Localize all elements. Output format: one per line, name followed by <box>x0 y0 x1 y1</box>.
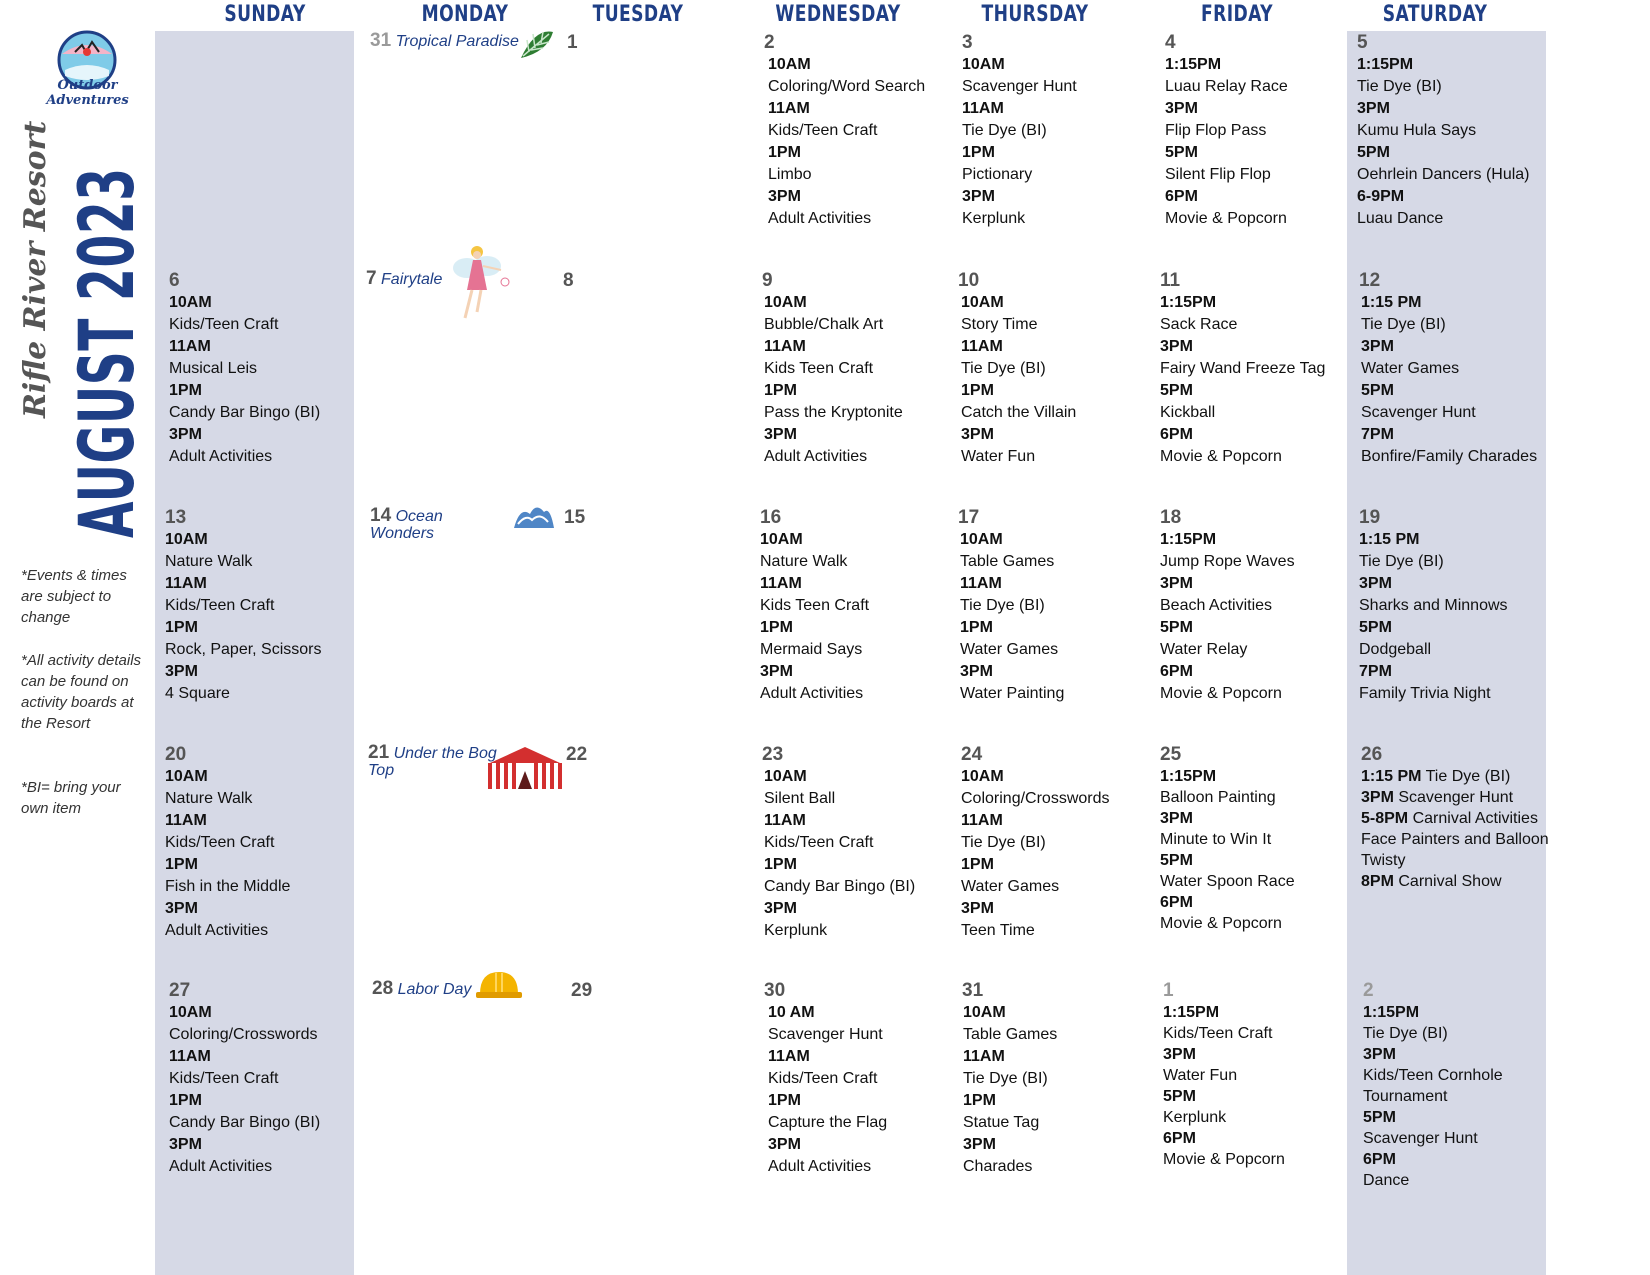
activity-name: Adult Activities <box>768 1158 872 1175</box>
day-number: 27 <box>169 980 191 1001</box>
activity-name: Water Games <box>960 641 1059 658</box>
activity-name: Tournament <box>1363 1088 1448 1105</box>
activity-name: Mermaid Says <box>760 641 863 658</box>
activity-name: Statue Tag <box>963 1114 1040 1131</box>
activity-time: 3PM <box>764 426 797 443</box>
activity-name: Oehrlein Dancers (Hula) <box>1357 166 1530 183</box>
activity-name: Minute to Win It <box>1160 831 1272 848</box>
activity-name: Catch the Villain <box>961 404 1077 421</box>
activity-name: Silent Ball <box>764 790 836 807</box>
activity-time: 1PM <box>961 856 994 873</box>
day-cell-aug-13 <box>165 507 322 705</box>
activity-name: Adult Activities <box>764 448 868 465</box>
day-number: 30 <box>764 980 786 1001</box>
activity-time: 10AM <box>961 294 1004 311</box>
theme-name: Fairytale <box>381 271 443 288</box>
theme-cell-monday-1 <box>370 32 520 50</box>
day-cell-aug-24 <box>961 744 1110 942</box>
activity-name: Tie Dye (BI) <box>961 360 1046 377</box>
day-name-monday: MONDAY <box>421 2 509 27</box>
activity-name: Kids Teen Craft <box>764 360 874 377</box>
day-number: 2 <box>764 32 775 53</box>
activity-time: 3PM <box>1361 789 1394 806</box>
resort-name: Rifle River Resort <box>18 120 53 418</box>
activity-name: Kids/Teen Craft <box>768 1070 878 1087</box>
day-cell-aug-27 <box>169 980 320 1178</box>
activity-name: Flip Flop Pass <box>1165 122 1267 139</box>
activity-name: Kids/Teen Craft <box>768 122 878 139</box>
activity-time: 1:15 PM <box>1359 531 1420 548</box>
day-name-wednesday: WEDNESDAY <box>775 2 901 27</box>
theme-day-number: 31 <box>370 30 392 51</box>
activity-time: 1:15 PM <box>1361 294 1422 311</box>
day-name-tuesday: TUESDAY <box>592 2 684 27</box>
activity-time: 1PM <box>962 144 995 161</box>
activity-name: Adult Activities <box>169 1158 273 1175</box>
activity-time: 3PM <box>1165 100 1198 117</box>
activity-time: 5PM <box>1160 852 1193 869</box>
activity-name: Charades <box>963 1158 1033 1175</box>
activity-name: Story Time <box>961 316 1038 333</box>
activity-name: Kerplunk <box>962 210 1026 227</box>
activity-name: Limbo <box>768 166 812 183</box>
circus-tent-icon <box>486 745 564 791</box>
activity-name: Coloring/Crosswords <box>169 1026 318 1043</box>
activity-time: 10AM <box>760 531 803 548</box>
activity-name: Scavenger Hunt <box>962 78 1077 95</box>
day-name-sunday: SUNDAY <box>224 2 306 27</box>
activity-time: 10AM <box>960 531 1003 548</box>
day-number: 13 <box>165 507 187 528</box>
activity-name: Nature Walk <box>760 553 848 570</box>
activity-name: Candy Bar Bingo (BI) <box>169 1114 321 1131</box>
day-number: 25 <box>1160 744 1182 765</box>
activity-time: 3PM <box>962 188 995 205</box>
month-title: AUGUST 2023 <box>62 167 151 538</box>
theme-cell-monday-4 <box>368 744 498 779</box>
activity-name: Kids/Teen Craft <box>764 834 874 851</box>
day-number: 6 <box>169 270 180 291</box>
activity-time: 1PM <box>760 619 793 636</box>
activity-name: Capture the Flag <box>768 1114 888 1131</box>
activity-time: 5PM <box>1361 382 1394 399</box>
activity-name: Kids Teen Craft <box>760 597 870 614</box>
activity-time: 3PM <box>768 188 801 205</box>
activity-name: Kids/Teen Cornhole <box>1363 1067 1503 1084</box>
theme-cell-monday-3 <box>370 507 510 542</box>
activity-time: 5PM <box>1160 619 1193 636</box>
activity-name: Dodgeball <box>1359 641 1432 658</box>
note-change: *Events & times are subject to change <box>21 567 127 626</box>
day-cell-aug-19 <box>1359 507 1508 705</box>
hard-hat-icon <box>474 968 524 1002</box>
activity-name: Jump Rope Waves <box>1160 553 1295 570</box>
activity-time: 10AM <box>165 768 208 785</box>
activity-time: 3PM <box>961 426 994 443</box>
day-cell-aug-9 <box>762 270 903 468</box>
activity-name: Dance <box>1363 1172 1410 1189</box>
activity-name: Water Games <box>1361 360 1460 377</box>
activity-time: 3PM <box>961 900 994 917</box>
activity-time: 6PM <box>1160 663 1193 680</box>
activity-name: Tie Dye (BI) <box>1361 316 1446 333</box>
activity-time: 10AM <box>962 56 1005 73</box>
activity-name: Tie Dye (BI) <box>963 1070 1048 1087</box>
activity-time: 1:15PM <box>1357 56 1414 73</box>
fairy-icon <box>445 240 515 322</box>
activity-name: Kids/Teen Craft <box>1163 1025 1273 1042</box>
theme-name: Labor Day <box>397 981 472 998</box>
activity-name: Bonfire/Family Charades <box>1361 448 1538 465</box>
activity-time: 7PM <box>1359 663 1392 680</box>
tuesday-day-number-2: 8 <box>563 270 574 291</box>
activity-name: Luau Dance <box>1357 210 1444 227</box>
day-number: 26 <box>1361 744 1383 765</box>
activity-time: 3PM <box>1361 338 1394 355</box>
day-number: 2 <box>1363 980 1374 1001</box>
activity-name: Movie & Popcorn <box>1165 210 1287 227</box>
day-cell-aug-10 <box>958 270 1076 468</box>
activity-name: Adult Activities <box>169 448 273 465</box>
activity-time: 3PM <box>1363 1046 1396 1063</box>
activity-time: 1:15PM <box>1160 768 1217 785</box>
day-number: 16 <box>760 507 782 528</box>
activity-time: 11AM <box>165 812 207 829</box>
activity-name: Sharks and Minnows <box>1359 597 1508 614</box>
activity-name: Pictionary <box>962 166 1033 183</box>
activity-name: Teen Time <box>961 922 1035 939</box>
activity-time: 3PM <box>169 1136 202 1153</box>
day-number: 3 <box>962 32 973 53</box>
theme-name: Tropical Paradise <box>395 33 519 50</box>
activity-time: 3PM <box>960 663 993 680</box>
activity-name: Tie Dye (BI) <box>962 122 1047 139</box>
theme-day-number: 7 <box>366 268 377 289</box>
activity-name: Adult Activities <box>165 922 269 939</box>
activity-name: Fish in the Middle <box>165 878 291 895</box>
day-cell-aug-12 <box>1359 270 1537 468</box>
activity-name: Water Fun <box>961 448 1036 465</box>
activity-time: 11AM <box>764 338 806 355</box>
day-cell-aug-26 <box>1361 744 1549 892</box>
activity-time: 10AM <box>165 531 208 548</box>
activity-time: 1PM <box>768 1092 801 1109</box>
activity-name: Kids/Teen Craft <box>169 1070 279 1087</box>
activity-time: 11AM <box>764 812 806 829</box>
activity-name: Rock, Paper, Scissors <box>165 641 322 658</box>
activity-time: 7PM <box>1361 426 1394 443</box>
activity-name: Water Fun <box>1163 1067 1238 1084</box>
activity-time: 1PM <box>963 1092 996 1109</box>
theme-day-number: 28 <box>372 978 394 999</box>
day-number: 20 <box>165 744 187 765</box>
activity-name: Kids/Teen Craft <box>165 834 275 851</box>
activity-time: 1:15PM <box>1160 294 1217 311</box>
palm-leaf-icon <box>517 26 557 62</box>
activity-name: Table Games <box>963 1026 1058 1043</box>
logo-text: Outdoor Adventures <box>46 78 129 108</box>
activity-name: Nature Walk <box>165 790 253 807</box>
activity-time: 10AM <box>961 768 1004 785</box>
day-cell-aug-2 <box>764 32 925 230</box>
activity-name: Tie Dye (BI) <box>1425 768 1511 785</box>
activity-name: Family Trivia Night <box>1359 685 1491 702</box>
activity-time: 3PM <box>760 663 793 680</box>
activity-time: 11AM <box>961 338 1003 355</box>
activity-time: 1:15PM <box>1165 56 1222 73</box>
day-number: 24 <box>961 744 983 765</box>
activity-name: Kids/Teen Craft <box>165 597 275 614</box>
day-name-friday: FRIDAY <box>1201 2 1273 27</box>
activity-time: 1:15PM <box>1160 531 1217 548</box>
activity-time: 5PM <box>1165 144 1198 161</box>
activity-name: Water Painting <box>960 685 1065 702</box>
activity-name: Movie & Popcorn <box>1160 448 1282 465</box>
activity-time: 1PM <box>768 144 801 161</box>
activity-time: 10AM <box>963 1004 1006 1021</box>
activity-time: 1:15PM <box>1363 1004 1420 1021</box>
day-number: 4 <box>1165 32 1176 53</box>
note-activity-boards: *All activity details can be found on activity boards at the Resort <box>21 652 142 732</box>
activity-time: 5PM <box>1163 1088 1196 1105</box>
activity-time: 3PM <box>1163 1046 1196 1063</box>
day-number: 23 <box>762 744 784 765</box>
day-number: 17 <box>958 507 980 528</box>
day-number: 31 <box>962 980 984 1001</box>
note-bring-item: *BI= bring your own item <box>21 779 121 817</box>
activity-time: 5PM <box>1359 619 1392 636</box>
activity-name: Musical Leis <box>169 360 258 377</box>
activity-name: Beach Activities <box>1160 597 1273 614</box>
activity-time: 10 AM <box>768 1004 815 1021</box>
activity-name: Candy Bar Bingo (BI) <box>764 878 916 895</box>
activity-time: 3PM <box>1357 100 1390 117</box>
day-name-thursday: THURSDAY <box>981 2 1089 27</box>
activity-time: 11AM <box>963 1048 1005 1065</box>
day-name-saturday: SATURDAY <box>1382 2 1488 27</box>
activity-time: 8PM <box>1361 873 1394 890</box>
activity-name: Tie Dye (BI) <box>1359 553 1444 570</box>
activity-time: 1PM <box>961 382 994 399</box>
day-cell-aug-6 <box>169 270 320 468</box>
theme-cell-monday-5 <box>372 980 482 998</box>
activity-name: Pass the Kryptonite <box>764 404 903 421</box>
activity-name: Tie Dye (BI) <box>1363 1025 1448 1042</box>
day-cell-aug-3 <box>962 32 1077 230</box>
activity-name: Tie Dye (BI) <box>961 834 1046 851</box>
activity-time: 1PM <box>165 619 198 636</box>
day-cell-sep-1 <box>1163 980 1285 1170</box>
activity-time: 5PM <box>1357 144 1390 161</box>
activity-name: Scavenger Hunt <box>1363 1130 1478 1147</box>
activity-time: 10AM <box>764 768 807 785</box>
activity-time: 11AM <box>960 575 1002 592</box>
activity-time: 1PM <box>169 382 202 399</box>
activity-name: Face Painters and Balloon <box>1361 831 1549 848</box>
activity-time: 6PM <box>1160 426 1193 443</box>
theme-name: Under the Bog Top <box>368 745 497 779</box>
activity-time: 1PM <box>764 856 797 873</box>
activity-name: Bubble/Chalk Art <box>764 316 884 333</box>
day-number: 18 <box>1160 507 1182 528</box>
day-cell-aug-23 <box>762 744 915 942</box>
activity-name: Nature Walk <box>165 553 253 570</box>
day-number: 10 <box>958 270 980 291</box>
activity-time: 11AM <box>962 100 1004 117</box>
activity-time: 6-9PM <box>1357 188 1405 205</box>
day-number: 9 <box>762 270 773 291</box>
activity-name: Candy Bar Bingo (BI) <box>169 404 321 421</box>
day-number: 1 <box>1163 980 1174 1001</box>
day-cell-sep-2 <box>1363 980 1503 1191</box>
activity-time: 3PM <box>165 900 198 917</box>
activity-name: Movie & Popcorn <box>1160 915 1282 932</box>
activity-time: 3PM <box>768 1136 801 1153</box>
day-cell-aug-17 <box>958 507 1064 705</box>
activity-time: 6PM <box>1165 188 1198 205</box>
activity-name: Kerplunk <box>1163 1109 1227 1126</box>
activity-name: Twisty <box>1361 852 1406 869</box>
tuesday-day-number-5: 29 <box>571 980 593 1001</box>
activity-name: Water Relay <box>1160 641 1248 658</box>
tuesday-day-number-4: 22 <box>566 744 588 765</box>
activity-time: 11AM <box>169 338 211 355</box>
theme-name: Ocean Wonders <box>370 508 443 542</box>
activity-name: Kickball <box>1160 404 1216 421</box>
activity-name: Scavenger Hunt <box>1398 789 1514 806</box>
activity-time: 10AM <box>169 1004 212 1021</box>
activity-name: Tie Dye (BI) <box>1357 78 1442 95</box>
activity-time: 10AM <box>764 294 807 311</box>
activity-time: 3PM <box>764 900 797 917</box>
activity-name: Carnival Show <box>1398 873 1502 890</box>
activity-name: Carnival Activities <box>1412 810 1538 827</box>
activity-time: 11AM <box>165 575 207 592</box>
activity-time: 6PM <box>1163 1130 1196 1147</box>
activity-name: Movie & Popcorn <box>1163 1151 1285 1168</box>
activity-time: 6PM <box>1160 894 1193 911</box>
activity-time: 1PM <box>960 619 993 636</box>
day-cell-aug-16 <box>760 507 869 705</box>
activity-name: Luau Relay Race <box>1165 78 1288 95</box>
day-cell-aug-4 <box>1165 32 1288 230</box>
activity-time: 5PM <box>1160 382 1193 399</box>
activity-time: 1PM <box>169 1092 202 1109</box>
theme-day-number: 14 <box>370 505 392 526</box>
day-number: 11 <box>1160 270 1181 291</box>
activity-time: 11AM <box>169 1048 211 1065</box>
activity-name: Adult Activities <box>768 210 872 227</box>
day-number: 19 <box>1359 507 1381 528</box>
activity-name: Coloring/Word Search <box>768 78 926 95</box>
activity-time: 3PM <box>1160 810 1193 827</box>
day-cell-aug-31 <box>962 980 1057 1178</box>
activity-time: 3PM <box>165 663 198 680</box>
activity-time: 1PM <box>165 856 198 873</box>
day-number: 12 <box>1359 270 1381 291</box>
activity-name: 4 Square <box>165 685 230 702</box>
day-number: 5 <box>1357 32 1368 53</box>
activity-time: 3PM <box>1160 575 1193 592</box>
activity-time: 3PM <box>169 426 202 443</box>
activity-time: 5PM <box>1363 1109 1396 1126</box>
activity-time: 11AM <box>768 100 810 117</box>
activity-name: Sack Race <box>1160 316 1238 333</box>
activity-time: 10AM <box>768 56 811 73</box>
activity-name: Adult Activities <box>760 685 864 702</box>
activity-time: 1:15 PM <box>1361 768 1422 785</box>
wave-icon <box>512 500 556 530</box>
activity-time: 10AM <box>169 294 212 311</box>
day-cell-aug-18 <box>1160 507 1295 705</box>
day-cell-aug-5 <box>1357 32 1530 230</box>
activity-name: Kerplunk <box>764 922 828 939</box>
activity-time: 3PM <box>1359 575 1392 592</box>
activity-name: Coloring/Crosswords <box>961 790 1110 807</box>
activity-time: 6PM <box>1363 1151 1396 1168</box>
day-cell-aug-25 <box>1160 744 1295 934</box>
activity-name: Silent Flip Flop <box>1165 166 1271 183</box>
activity-name: Tie Dye (BI) <box>960 597 1045 614</box>
activity-name: Scavenger Hunt <box>1361 404 1476 421</box>
activity-name: Table Games <box>960 553 1055 570</box>
activity-time: 11AM <box>768 1048 810 1065</box>
activity-time: 3PM <box>1160 338 1193 355</box>
day-cell-aug-20 <box>165 744 290 942</box>
activity-time: 5-8PM <box>1361 810 1409 827</box>
activity-name: Water Games <box>961 878 1060 895</box>
tuesday-day-number-1: 1 <box>567 32 578 53</box>
activity-name: Balloon Painting <box>1160 789 1276 806</box>
activity-name: Movie & Popcorn <box>1160 685 1282 702</box>
theme-day-number: 21 <box>368 742 390 763</box>
activity-name: Kumu Hula Says <box>1357 122 1477 139</box>
day-cell-aug-11 <box>1160 270 1325 468</box>
activity-time: 11AM <box>961 812 1003 829</box>
activity-time: 11AM <box>760 575 802 592</box>
activity-name: Water Spoon Race <box>1160 873 1295 890</box>
activity-name: Fairy Wand Freeze Tag <box>1160 360 1326 377</box>
activity-name: Kids/Teen Craft <box>169 316 279 333</box>
activity-time: 1PM <box>764 382 797 399</box>
day-cell-aug-30 <box>764 980 887 1178</box>
activity-time: 3PM <box>963 1136 996 1153</box>
tuesday-day-number-3: 15 <box>564 507 586 528</box>
activity-time: 1:15PM <box>1163 1004 1220 1021</box>
activity-name: Scavenger Hunt <box>768 1026 883 1043</box>
